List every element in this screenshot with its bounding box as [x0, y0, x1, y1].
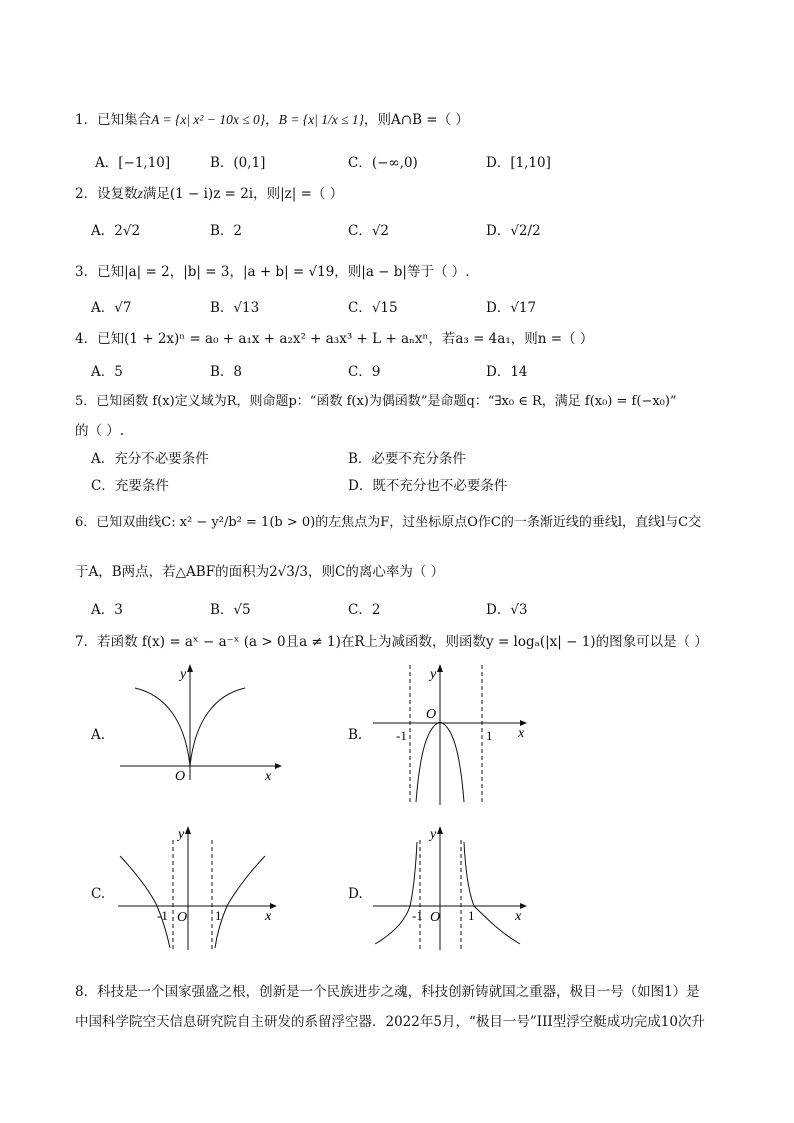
q1-option-a[interactable]: A．[−1,10]: [95, 155, 171, 171]
q5-option-c[interactable]: C．充要条件: [91, 478, 169, 494]
q4-option-a[interactable]: A．5: [91, 364, 123, 380]
q5-option-a[interactable]: A．充分不必要条件: [91, 451, 209, 467]
origin-label: O: [426, 707, 437, 722]
q7-graph-c: [115, 822, 290, 952]
q3-option-d[interactable]: D．√17: [486, 300, 537, 316]
tick-one: 1: [486, 728, 493, 743]
q4-option-d[interactable]: D．14: [486, 364, 528, 380]
curve-left: [375, 842, 417, 944]
origin-label: O: [177, 910, 188, 925]
y-axis-arrow: [185, 826, 191, 834]
q7-graph-b-label[interactable]: B.: [348, 727, 363, 743]
q5-stem-tail: 的（ ）.: [75, 423, 125, 439]
q3-option-c[interactable]: C．√15: [348, 300, 398, 316]
q2-stem: [75, 182, 343, 202]
x-axis-label: x: [265, 769, 272, 784]
x-axis-label: x: [518, 726, 525, 741]
q1-option-d[interactable]: D．[1,10]: [486, 155, 551, 171]
x-axis-arrow: [275, 763, 282, 769]
curve-right: [190, 688, 245, 766]
q1-set-a: A = {x| x² − 10x ≤ 0}: [151, 112, 266, 127]
y-axis-label: y: [430, 827, 437, 842]
q1-option-c[interactable]: C．(−∞,0): [348, 155, 418, 171]
q6-option-b[interactable]: B．√5: [210, 602, 251, 618]
tick-one: 1: [215, 908, 222, 923]
curve-right: [215, 856, 265, 948]
q6-option-d[interactable]: D．√3: [486, 602, 528, 618]
q4-stem: 4．已知(1 + 2x)ⁿ = a₀ + a₁x + a₂x² + a₃x³ + L + aₙxⁿ，若a₃ = 4a₁，则n =（ ）: [75, 331, 594, 347]
x-axis-label: x: [265, 909, 272, 924]
curve-right: [464, 842, 520, 944]
q2-option-b[interactable]: B．2: [210, 223, 243, 239]
y-axis-arrow: [187, 664, 193, 672]
y-axis-arrow: [437, 826, 443, 834]
q1-set-b: B = {x| 1/x ≤ 1}: [278, 112, 365, 127]
tick-neg-one: -1: [396, 728, 407, 743]
q2-stem-text: 2．设复数: [75, 186, 138, 202]
q8-line-1: 8．科技是一个国家强盛之根，创新是一个民族进步之魂，科技创新铸就国之重器，极目一号（如图1）是: [75, 984, 700, 1000]
q2-option-c[interactable]: C．√2: [348, 223, 390, 239]
origin-label: O: [175, 769, 186, 784]
q5-option-d[interactable]: D．既不充分也不必要条件: [348, 478, 508, 494]
q3-option-b[interactable]: B．√13: [210, 300, 260, 316]
q7-graph-c-label[interactable]: C.: [91, 886, 106, 902]
q7-graph-a-label[interactable]: A.: [91, 727, 106, 743]
q7-graph-d: [370, 822, 535, 952]
q6-stem: 6．已知双曲线C: x² − y²/b² = 1(b > 0)的左焦点为F，过坐标原点O作C的一条渐近线的垂线l，直线l与C交: [75, 515, 702, 530]
y-axis-label: y: [178, 827, 185, 842]
q8-line-2: 中国科学院空天信息研究院自主研发的系留浮空器．2022年5月，“极目一号”III型浮空艇成功完成10次升: [75, 1014, 705, 1030]
q2-var-z: z: [137, 186, 143, 201]
q3-stem: 3．已知|a| = 2，|b| = 3，|a + b| = √19，则|a − b|等于（ ）.: [75, 264, 470, 280]
q2-stem-tail: 满足(1 − i)z = 2i，则|z| =（ ）: [142, 186, 344, 202]
q5-stem: 5．已知函数 f(x)定义域为R，则命题p：“函数 f(x)为偶函数”是命题q：“∃x₀ ∈ R，满足 f(x₀) = f(−x₀)”: [75, 394, 677, 409]
curve-left: [120, 856, 170, 948]
q4-option-c[interactable]: C．9: [348, 364, 381, 380]
tick-one: 1: [468, 908, 475, 923]
q6-option-a[interactable]: A．3: [91, 602, 123, 618]
q2-option-d[interactable]: D．√2/2: [486, 223, 541, 239]
tick-neg-one: -1: [412, 908, 423, 923]
q1-stem-text: 1．已知集合: [75, 112, 152, 128]
q2-option-a[interactable]: A．2√2: [91, 223, 141, 239]
origin-label: O: [430, 910, 441, 925]
y-axis-label: y: [430, 667, 437, 682]
q6-stem-tail: 于A，B两点，若△ABF的面积为2√3/3，则C的离心率为（ ）: [75, 564, 445, 580]
y-axis-label: y: [180, 667, 187, 682]
x-axis-label: x: [515, 909, 522, 924]
q6-option-c[interactable]: C．2: [348, 602, 381, 618]
q3-option-a[interactable]: A．√7: [91, 300, 132, 316]
q4-option-b[interactable]: B．8: [210, 364, 243, 380]
q7-graph-a: [115, 660, 290, 785]
q7-graph-b: [370, 660, 535, 805]
q1-stem: 1．已知集合A = {x| x² − 10x ≤ 0}，B = {x| 1/x ≤ 1}，则A∩B =（ ）: [75, 112, 469, 128]
q7-stem: 7．若函数 f(x) = aˣ − a⁻ˣ (a > 0且a ≠ 1)在R上为减函数，则函数y = logₐ(|x| − 1)的图象可以是（ ）: [75, 634, 708, 650]
q5-option-b[interactable]: B．必要不充分条件: [348, 451, 466, 467]
q1-tail: ，则A∩B =（ ）: [364, 112, 469, 128]
q1-option-b[interactable]: B．(0,1]: [210, 155, 266, 171]
q7-graph-d-label[interactable]: D.: [348, 886, 363, 902]
tick-neg-one: -1: [157, 908, 168, 923]
y-axis-arrow: [437, 664, 443, 672]
curve-left: [135, 688, 190, 766]
